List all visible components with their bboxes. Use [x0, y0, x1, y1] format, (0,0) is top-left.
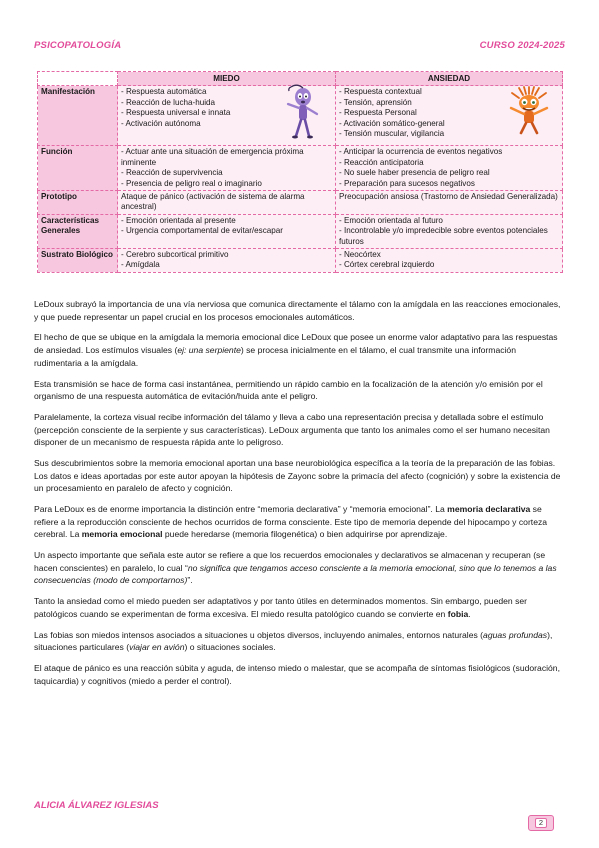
table-row [38, 214, 563, 248]
list-item: - Presencia de peligro real o imaginario [121, 178, 262, 188]
list-item: - Respuesta automática [121, 87, 207, 97]
miedo-cell [118, 214, 336, 248]
table-row [38, 146, 563, 191]
table-row [38, 249, 563, 273]
paragraph: El ataque de pánico es una reacción súbita y aguda, de intenso miedo o malestar, que se acompaña de síntomas fisiológicos (sudoración, taquicardia) y cognitivos (miedo a perder el control). [34, 663, 560, 686]
page-number: 2 [535, 818, 547, 828]
list-item: - Activación somático-general [339, 118, 445, 128]
ansiedad-cell [336, 191, 563, 215]
row-label: Manifestación [38, 86, 118, 146]
row-label: Sustrato Biológico [38, 249, 118, 273]
paragraph: Un aspecto importante que señala este autor se refiere a que los recuerdos emocionales y declarativos se almacenan y recuperan (se hacen conscientes) en paralelo, lo cual “no significa que tengamos acceso consciente a la memoria emocional, sino que lo tenemos a las consecuencias (modo de comportarnos)”. [34, 550, 557, 586]
paragraph: Esta transmisión se hace de forma casi instantánea, permitiendo un rápido cambio en la focalización de la atención y/o emisión por el organismo de una respuesta automática de evitación/huida ante el peligro. [34, 378, 543, 402]
list-item: - Cerebro subcortical primitivo [121, 250, 229, 260]
italic-example: aguas profundas [483, 629, 548, 640]
course-subject: PSICOPATOLOGÍA [34, 40, 122, 51]
list-item: - No suele haber presencia de peligro real [339, 168, 490, 178]
anxiety-character-illustration [503, 86, 555, 136]
paragraph: Sus descubrimientos sobre la memoria emocional aportan una base neurobiológica específica a la teoría de la preparación de las fobias. Los datos e ideas aportadas por este autor apoyan la hipótesis de Zayonc sobre la primacía del afecto (cognición) y sobre la existencia de un procesamiento en paralelo de afecto y cognición. [34, 458, 561, 494]
table-row [38, 191, 563, 215]
list-item: - Reacción anticipatoria [339, 157, 424, 167]
list-item: - Respuesta contextual [339, 87, 422, 97]
course-year: CURSO 2024-2025 [479, 40, 565, 51]
list-item: - Respuesta Personal [339, 108, 417, 118]
italic-example: ej: una serpiente [177, 345, 241, 356]
bold-term: fobia [447, 608, 469, 619]
row-label: Características Generales [38, 214, 118, 248]
ansiedad-cell [336, 214, 563, 248]
list-item: - Incontrolable y/o impredecible sobre eventos potenciales futuros [339, 226, 548, 246]
list-item: - Tensión muscular, vigilancia [339, 129, 445, 139]
empty-header-cell [38, 72, 118, 86]
row-label: Función [38, 146, 118, 191]
ansiedad-cell [336, 249, 563, 273]
list-item: - Actuar ante una situación de emergencia próxima inminente [121, 147, 304, 167]
bold-term: memoria declarativa [447, 504, 531, 515]
list-item: - Córtex cerebral izquierdo [339, 260, 435, 270]
author-name: ALICIA ÁLVAREZ IGLESIAS [34, 800, 159, 811]
miedo-cell [118, 249, 336, 273]
list-item: - Urgencia comportamental de evitar/escapar [121, 226, 283, 236]
paragraph: El hecho de que se ubique en la amígdala la memoria emocional dice LeDoux que posee un enorme valor adaptativo para las respuestas de ansiedad. Los estímulos visuales (ej: una serpiente) se procesa inicialmente en el tálamo, el cual transmite una información rudimentaria a la amígdala. [34, 332, 558, 368]
list-item: Ataque de pánico (activación de sistema de alarma ancestral) [121, 192, 305, 212]
page-number-badge [528, 815, 554, 831]
list-item: - Emoción orientada al presente [121, 215, 236, 225]
list-item: - Reacción de supervivencia [121, 168, 223, 178]
miedo-cell [118, 146, 336, 191]
list-item: - Neocórtex [339, 250, 381, 260]
bold-term: memoria emocional [81, 529, 163, 540]
list-item: - Emoción orientada al futuro [339, 215, 443, 225]
list-item: Preocupación ansiosa (Trastorno de Ansiedad Generalizada) [339, 192, 558, 202]
fear-character-illustration [279, 84, 323, 140]
paragraph: Para LeDoux es de enorme importancia la distinción entre “memoria declarativa” y “memoria emocional”. La memoria declarativa se refiere a la reproducción consciente de hechos ocurridos de forma consciente. Este tipo de memoria depende del hipocampo y corteza cerebral. La memoria emocional puede heredarse (memoria filogenética) o bien adquirirse por aprendizaje. [34, 504, 548, 540]
ansiedad-cell [336, 146, 563, 191]
body-text [34, 298, 564, 696]
list-item: - Activación autónoma [121, 118, 201, 128]
list-item: - Preparación para sucesos negativos [339, 178, 475, 188]
row-label: Prototipo [38, 191, 118, 215]
page-header [34, 40, 565, 54]
list-item: - Anticipar la ocurrencia de eventos negativos [339, 147, 503, 157]
list-item: - Respuesta universal e innata [121, 108, 231, 118]
list-item: - Amígdala [121, 260, 160, 270]
list-item: - Reacción de lucha-huida [121, 97, 216, 107]
miedo-cell [118, 191, 336, 215]
italic-example: viajar en avión [129, 642, 185, 653]
column-header-miedo: MIEDO [118, 72, 336, 86]
list-item: - Tensión, aprensión [339, 97, 412, 107]
column-header-ansiedad: ANSIEDAD [336, 72, 563, 86]
paragraph: LeDoux subrayó la importancia de una vía nerviosa que comunica directamente el tálamo con la amígdala en las reacciones emocionales, y que puede representar un papel crucial en los procesos emocionales automáticos. [34, 299, 561, 322]
paragraph: Paralelamente, la corteza visual recibe información del tálamo y lleva a cabo una representación precisa y detallada sobre el estímulo (percepción consciente de la serpiente y sus características). LeDoux argumenta que tanto los animales como el ser humano necesitan disponer de un mecanismo de respuesta rápida ante lo peligroso. [34, 412, 550, 448]
paragraph: Las fobias son miedos intensos asociados a situaciones u objetos diversos, incluyendo animales, entornos naturales (aguas profundas), situaciones particulares (viajar en avión) o situaciones sociales. [34, 629, 553, 653]
paragraph: Tanto la ansiedad como el miedo pueden ser adaptativos y por tanto útiles en determinados momentos. Sin embargo, pueden ser patológicos cuando se experimentan de forma excesiva. El miedo resulta patológico cuando se convierte en fobia. [34, 596, 528, 619]
italic-quote: no significa que tengamos acceso consciente a la memoria emocional, sino que lo tenemos a las consecuencias (modo de comportarnos) [34, 562, 557, 586]
